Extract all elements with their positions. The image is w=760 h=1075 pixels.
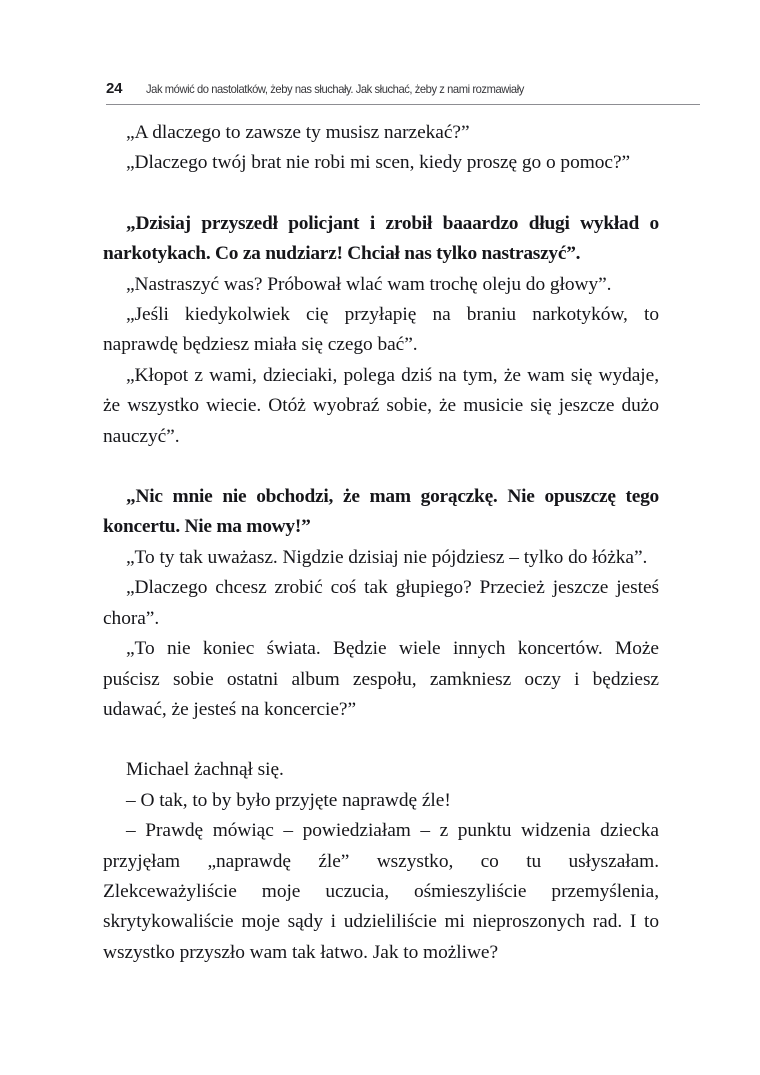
paragraph-quote-6: „To ty tak uważasz. Nigdzie dzisiaj nie pójdziesz – tylko do łóżka”. xyxy=(126,546,648,568)
paragraph-quote-1: „A dlaczego to zawsze ty musisz narzekać?” xyxy=(126,122,470,143)
paragraph-quote-4: „Jeśli kiedykolwiek cię przyłapię na braniu narkotyków, to naprawdę będziesz miała się czego bać”. xyxy=(103,304,659,356)
body-text-block xyxy=(103,118,659,968)
paragraph-quote-bold-2: „Nic mnie nie obchodzi, że mam gorączkę. Nie opuszczę tego koncertu. Nie ma mowy!” xyxy=(103,486,659,538)
paragraph-dialogue-1: – O tak, to by było przyjęte naprawdę źle! xyxy=(126,789,451,811)
header-divider xyxy=(106,104,700,105)
paragraph-quote-2: „Dlaczego twój brat nie robi mi scen, kiedy proszę go o pomoc?” xyxy=(126,152,631,174)
spacer xyxy=(103,179,659,209)
running-head-title: Jak mówić do nastolatków, żeby nas słuchały. Jak słuchać, żeby z nami rozmawiały xyxy=(146,83,524,96)
running-head xyxy=(106,80,700,102)
paragraph-narrative-1: Michael żachnął się. xyxy=(126,759,284,781)
page-number: 24 xyxy=(106,80,123,97)
paragraph-dialogue-2: – Prawdę mówiąc – powiedziałam – z punktu widzenia dziecka przyjęłam „naprawdę źle” wszystko, co tu usłyszałam. Zlekceważyliście moje uczucia, ośmieszyliście przemyślenia, skrytykowaliście moje sądy i udzieliliście mi nieproszonych rad. I to wszystko przyszło wam tak łatwo. Jak to możliwe? xyxy=(103,820,659,963)
spacer xyxy=(103,452,659,482)
spacer xyxy=(103,725,659,755)
paragraph-quote-3: „Nastraszyć was? Próbował wlać wam trochę oleju do głowy”. xyxy=(126,273,612,295)
paragraph-quote-8: „To nie koniec świata. Będzie wiele innych koncertów. Może puścisz sobie ostatni album zespołu, zamkniesz oczy i będziesz udawać, że jesteś na koncercie?” xyxy=(103,638,659,720)
paragraph-quote-7: „Dlaczego chcesz zrobić coś tak głupiego? Przecież jeszcze jesteś chora”. xyxy=(103,577,659,629)
paragraph-quote-5: „Kłopot z wami, dzieciaki, polega dziś na tym, że wam się wydaje, że wszystko wiecie. Otóż wyobraź sobie, że musicie się jeszcze dużo nauczyć”. xyxy=(103,364,659,447)
paragraph-quote-bold-1: „Dzisiaj przyszedł policjant i zrobił baaardzo długi wykład o narkotykach. Co za nudziarz! Chciał nas tylko nastraszyć”. xyxy=(103,212,659,265)
